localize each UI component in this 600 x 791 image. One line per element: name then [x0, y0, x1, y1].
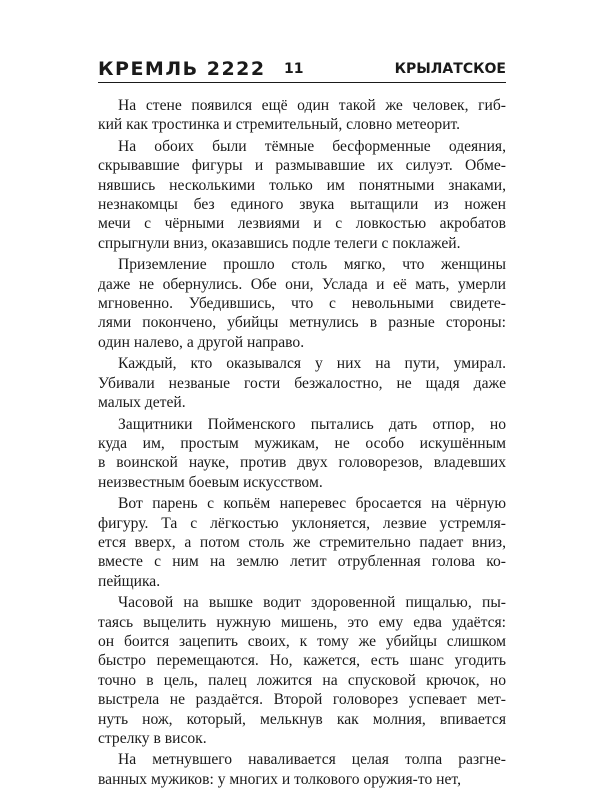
- body-text: [98, 96, 506, 791]
- text-line: он боится зацепить своих, к тому же убийцы слишком: [98, 632, 506, 650]
- text-line: быстро перемещаются. Но, кажется, есть шанс угодить: [98, 652, 506, 670]
- paragraph: [98, 750, 506, 789]
- text-line: выстрела не раздаётся. Второй головорез успевает мет-: [98, 691, 506, 709]
- text-line: лями покончено, убийцы метнулись в разные стороны:: [98, 314, 506, 332]
- book-title: КРЕМЛЬ 2222: [98, 58, 266, 80]
- text-line: нуть нож, который, мелькнув как молния, впивается: [98, 710, 506, 728]
- paragraph: [98, 255, 506, 352]
- text-line: Приземление прошло столь мягко, что женщины: [118, 256, 506, 274]
- text-line: нявшись несколькими только им понятными знаками,: [98, 176, 506, 194]
- running-header: [98, 56, 506, 82]
- paragraph: [98, 494, 506, 591]
- text-line: точно в цель, палец ложится на спусковой крючок, но: [98, 671, 506, 689]
- text-line: ется вверх, а потом столь же стремительно падает вниз,: [98, 533, 506, 551]
- text-line: ванных мужиков: у многих и толкового оружия-то нет,: [98, 770, 461, 788]
- text-line: На обоих были тёмные бесформенные одеяния,: [118, 137, 506, 155]
- text-line: скрывавшие фигуры и размывавшие их силуэт. Обме-: [98, 157, 506, 175]
- text-line: фигуру. Та с лёгкостью уклоняется, лезвие устремля-: [98, 514, 506, 532]
- text-line: Каждый, кто оказывался у них на пути, умирал.: [118, 355, 506, 373]
- text-line: неизвестным боевым искусством.: [98, 473, 323, 491]
- text-line: Часовой на вышке водит здоровенной пищалью, пы-: [118, 594, 506, 612]
- text-line: куда им, простым мужикам, не особо искушённым: [98, 434, 506, 452]
- paragraph: [98, 354, 506, 412]
- text-line: Убивали незваные гости безжалостно, не щадя даже: [98, 374, 506, 392]
- text-line: один налево, а другой направо.: [98, 333, 305, 351]
- paragraph: [98, 96, 506, 135]
- paragraph: [98, 415, 506, 493]
- text-line: кий как тростинка и стремительный, словно метеорит.: [98, 116, 461, 134]
- page-number: 11: [284, 61, 304, 77]
- text-line: спрыгнули вниз, оказавшись подле телеги с поклажей.: [98, 234, 461, 252]
- header-divider: [98, 82, 506, 83]
- text-line: Защитники Пойменского пытались дать отпор, но: [118, 415, 506, 433]
- text-line: даже не обернулись. Обе они, Услада и её мать, умерли: [98, 275, 506, 293]
- chapter-title: КРЫЛАТСКОЕ: [394, 61, 506, 77]
- text-line: вместе с ним на землю летит отрубленная голова ко-: [98, 553, 506, 571]
- paragraph: [98, 137, 506, 253]
- text-line: пейщика.: [98, 572, 161, 590]
- text-line: На стене появился ещё один такой же человек, гиб-: [118, 97, 506, 114]
- text-line: мечи с чёрными лезвиями и с ловкостью акробатов: [98, 215, 506, 233]
- text-line: Вот парень с копьём наперевес бросается на чёрную: [118, 495, 506, 513]
- text-line: таясь выцелить нужную мишень, это ему едва удаётся:: [98, 613, 506, 631]
- text-line: незнакомцы без единого звука вытащили из ножен: [98, 196, 506, 214]
- text-line: малых детей.: [98, 394, 186, 412]
- paragraph: [98, 593, 506, 748]
- text-line: в воинской науке, против двух головорезов, владевших: [98, 454, 506, 472]
- text-line: На метнувшего наваливается целая толпа разгне-: [118, 751, 506, 769]
- text-line: мгновенно. Убедившись, что с невольными свидете-: [98, 295, 506, 313]
- text-line: стрелку в висок.: [98, 730, 207, 747]
